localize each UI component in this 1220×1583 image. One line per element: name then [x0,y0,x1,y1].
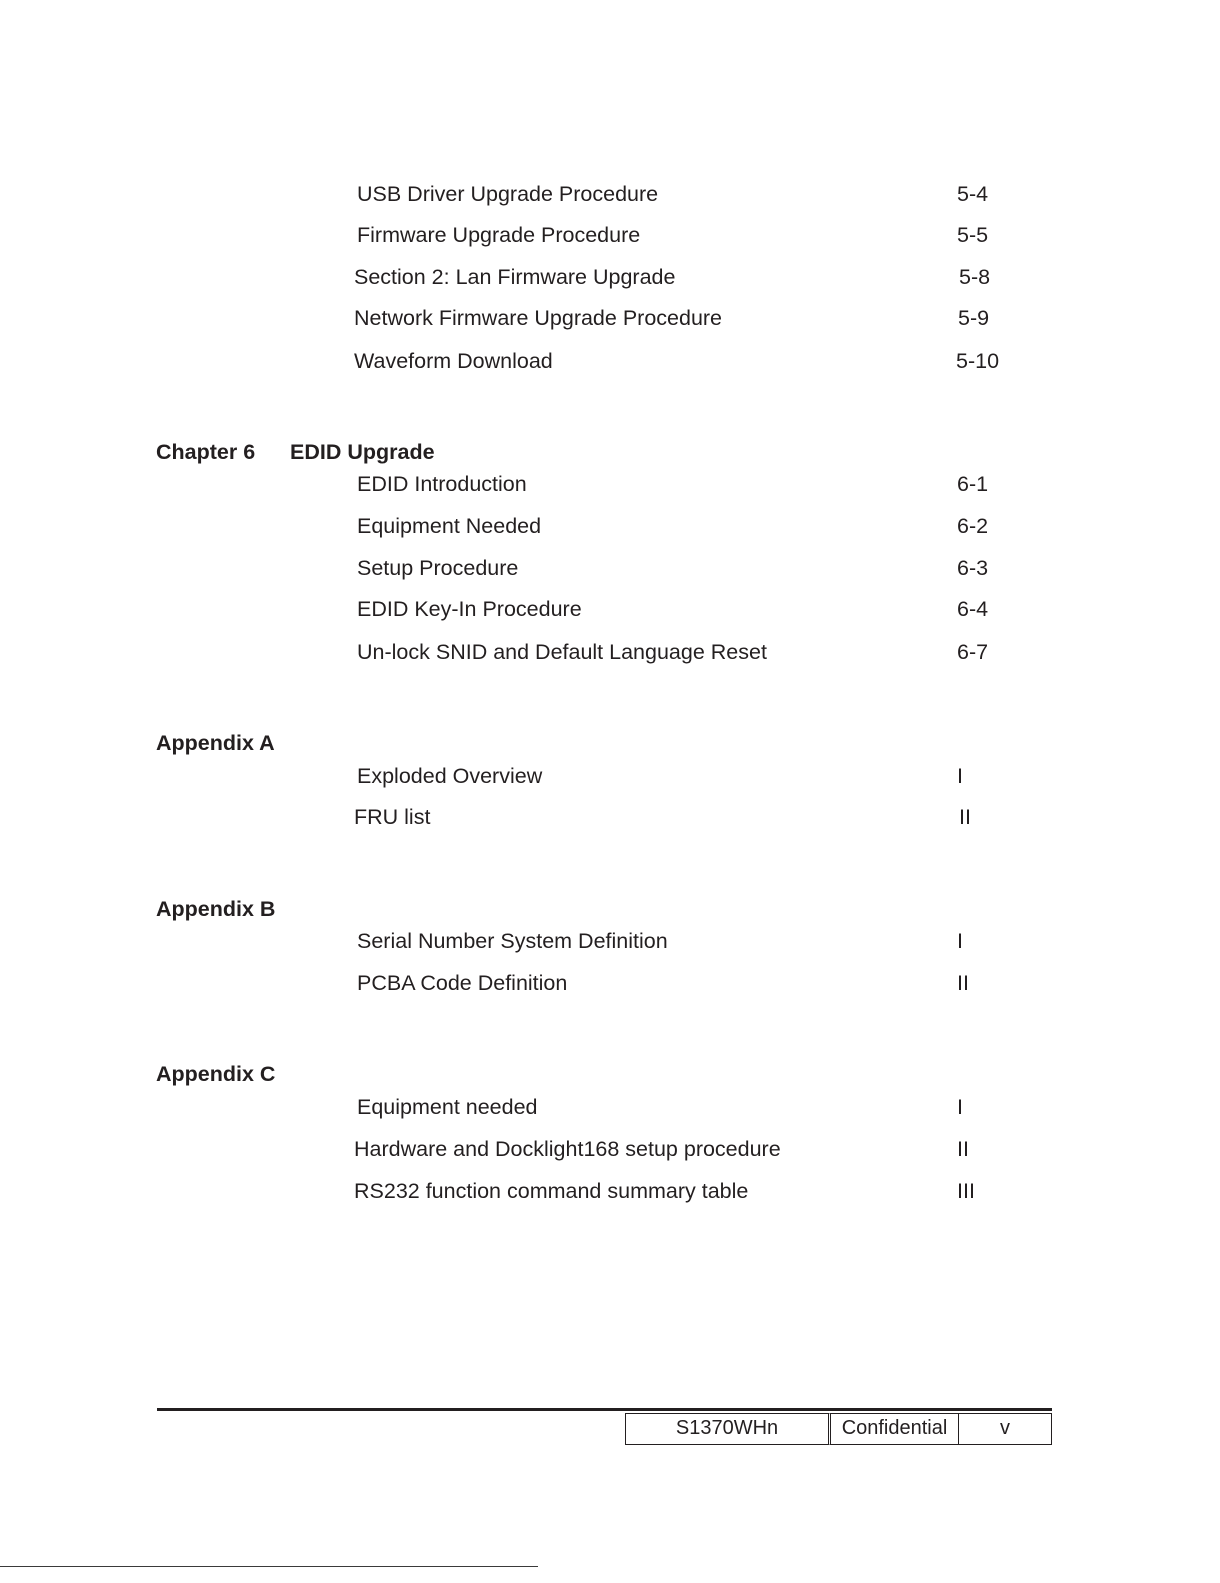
toc-entry-title[interactable]: Exploded Overview [357,764,543,788]
toc-entry-title[interactable]: Waveform Download [354,349,553,373]
toc-entry-title[interactable]: Hardware and Docklight168 setup procedure [354,1137,781,1161]
toc-entry-title[interactable]: Equipment needed [357,1095,538,1119]
footer-classification: Confidential [828,1413,959,1445]
toc-entry-title[interactable]: Network Firmware Upgrade Procedure [354,306,723,330]
toc-entry-title[interactable]: Equipment Needed [357,514,542,538]
toc-entry-title[interactable]: PCBA Code Definition [357,971,568,995]
chapter-title[interactable]: EDID Upgrade [290,440,435,464]
toc-entry-page: I [957,929,963,953]
chapter-label: Chapter 6 [156,440,256,464]
toc-entry-page: 5-4 [957,182,989,206]
toc-entry-page: III [957,1179,975,1203]
appendix-label[interactable]: Appendix C [156,1062,276,1086]
appendix-label[interactable]: Appendix B [156,897,276,921]
toc-entry-title[interactable]: Serial Number System Definition [357,929,668,953]
toc-entry-page: II [957,971,969,995]
toc-entry-title[interactable]: Section 2: Lan Firmware Upgrade [354,265,676,289]
toc-entry-page: 5-9 [958,306,990,330]
footer-rule [157,1408,1052,1411]
toc-entry-page: I [957,1095,963,1119]
toc-entry-title[interactable]: EDID Key-In Procedure [357,597,582,621]
toc-entry-title[interactable]: RS232 function command summary table [354,1179,749,1203]
toc-entry-title[interactable]: Un-lock SNID and Default Language Reset [357,640,767,664]
footer-page-number: v [958,1413,1052,1445]
toc-entry-title[interactable]: Setup Procedure [357,556,519,580]
toc-entry-page: 6-3 [957,556,989,580]
footer-model: S1370WHn [625,1413,829,1445]
toc-entry-page: II [959,805,971,829]
scan-edge-line [0,1566,538,1567]
toc-entry-page: 6-4 [957,597,989,621]
toc-entry-page: 6-2 [957,514,989,538]
toc-entry-page: 6-1 [957,472,989,496]
toc-entry-page: I [957,764,963,788]
toc-entry-title[interactable]: EDID Introduction [357,472,527,496]
toc-entry-page: 6-7 [957,640,989,664]
toc-entry-title[interactable]: Firmware Upgrade Procedure [357,223,641,247]
toc-entry-page: 5-8 [959,265,991,289]
toc-entry-page: 5-5 [957,223,989,247]
toc-entry-title[interactable]: FRU list [354,805,431,829]
toc-entry-page: 5-10 [956,349,1000,373]
toc-entry-page: II [957,1137,969,1161]
appendix-label[interactable]: Appendix A [156,731,275,755]
toc-entry-title[interactable]: USB Driver Upgrade Procedure [357,182,659,206]
